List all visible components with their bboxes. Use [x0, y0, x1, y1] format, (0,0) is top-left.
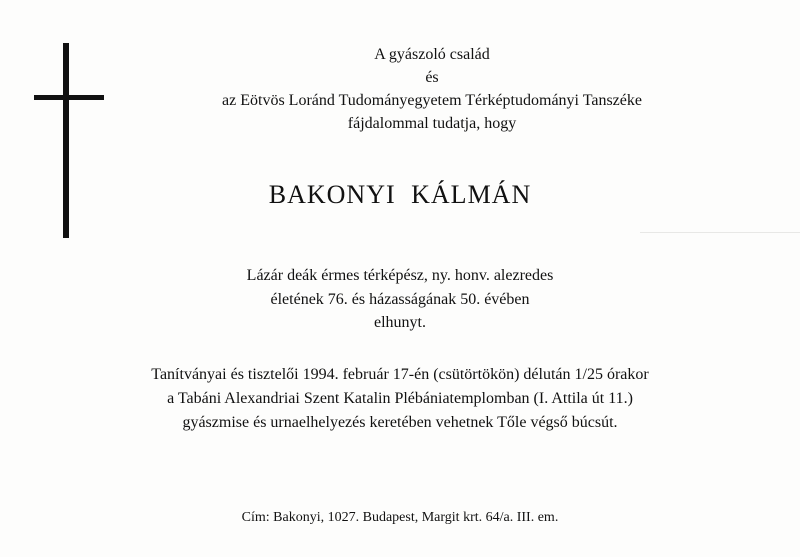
intro-line-family: A gyászoló család: [374, 46, 490, 63]
detail-line-age: életének 76. és házasságának 50. évében: [270, 291, 530, 308]
detail-line-title: Lázár deák érmes térképész, ny. honv. alezredes: [246, 267, 554, 284]
deceased-name: BAKONYI KÁLMÁN: [268, 180, 532, 209]
address-line: Cím: Bakonyi, 1027. Budapest, Margit krt. 64/a. III. em.: [241, 510, 559, 525]
detail-line-passed: elhunyt.: [374, 314, 426, 331]
intro-line-announce: fájdalommal tudatja, hogy: [347, 115, 517, 132]
card-fold-line: [640, 232, 800, 233]
intro-line-department: az Eötvös Loránd Tudományegyetem Térképtudományi Tanszéke: [222, 92, 642, 109]
funeral-line-date: Tanítványai és tisztelői 1994. február 17-én (csütörtökön) délután 1/25 órakor: [151, 366, 649, 383]
intro-line-and: és: [425, 69, 439, 86]
funeral-line-farewell: gyászmise és urnaelhelyezés keretében vehetnek Tőle végső búcsút.: [182, 414, 618, 431]
funeral-line-church: a Tabáni Alexandriai Szent Katalin Plébániatemplomban (I. Attila út 11.): [167, 390, 633, 407]
